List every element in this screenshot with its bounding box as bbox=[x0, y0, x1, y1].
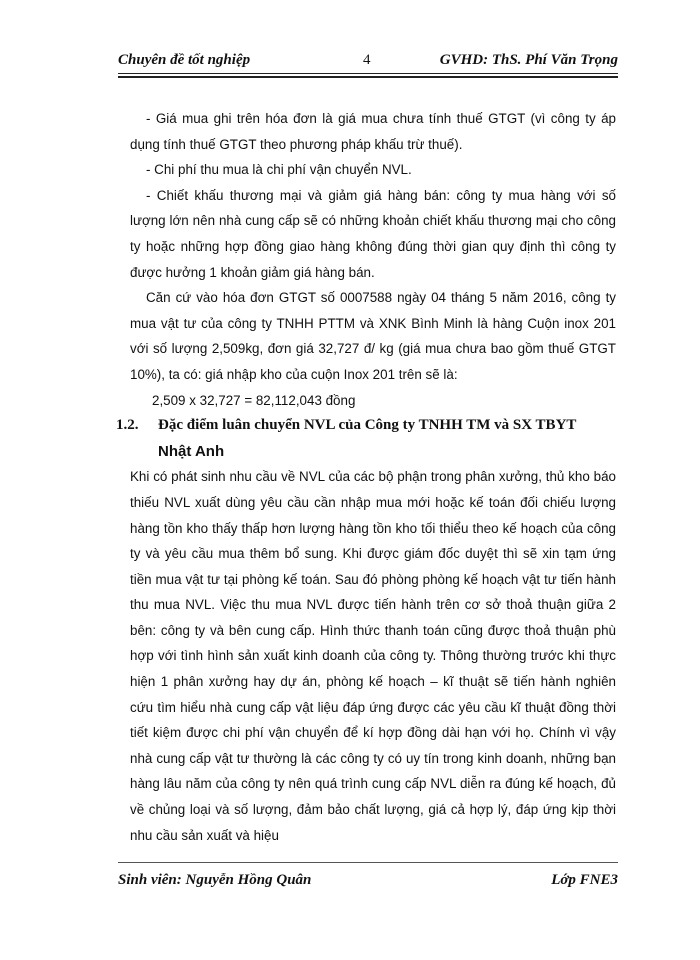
paragraph-purchase-price: - Giá mua ghi trên hóa đơn là giá mua chưa tính thuế GTGT (vì công ty áp dụng tính thuế GTGT theo phương pháp khấu trừ thuế). bbox=[130, 111, 616, 152]
section-number: 1.2. bbox=[116, 417, 139, 434]
header-rule-thick bbox=[118, 76, 618, 78]
section-heading bbox=[116, 413, 616, 439]
document-body bbox=[116, 106, 616, 848]
paragraph-material-flow: Khi có phát sinh nhu cầu về NVL của các bộ phận trong phân xưởng, thủ kho báo thiếu NVL xuất dùng yêu cầu cần nhập mua mới hoặc kế toán đối chiếu lượng hàng tồn kho thấy thấp hơn lượng hàng tồn kho tối thiểu theo kế hoạch của công ty và yêu cầu mua thêm bổ sung. Khi được giám đốc duyệt thì sẽ xin tạm ứng tiền mua vật tư tại phòng kế toán. Sau đó phòng phòng kế hoạch vật tư tiến hành thu mua NVL. Việc thu mua NVL được tiến hành trên cơ sở thoả thuận giữa 2 bên: công ty và bên cung cấp. Hình thức thanh toán cũng được thoả thuận phù hợp với tình hình sản xuất kinh doanh của công ty. Thông thường trước khi thực hiện 1 phân xưởng hay dự án, phòng kế hoạch – kĩ thuật sẽ tiến hành nghiên cứu tìm hiểu nhà cung cấp vật liệu đáp ứng được các yêu cầu kĩ thuật đồng thời tiết kiệm được chi phí vận chuyển để kí hợp đồng dài hạn với họ. Chính vì vậy nhà cung cấp vật tư thường là các công ty có uy tín trong kinh doanh, những bạn hàng lâu năm của công ty nên quá trình cung cấp NVL diễn ra đúng kế hoạch, đủ về chủng loại và số lượng, đảm bảo chất lượng, giá cả hợp lý, đáp ứng kịp thời nhu cầu sản xuất và hiệu bbox=[130, 469, 616, 843]
paragraph-purchase-cost: - Chi phí thu mua là chi phí vận chuyển NVL. bbox=[146, 162, 412, 178]
page-header bbox=[118, 48, 618, 72]
footer-rule bbox=[118, 862, 618, 863]
page-number: 4 bbox=[363, 52, 371, 68]
header-title: Chuyên đề tốt nghiệp bbox=[118, 52, 251, 68]
footer-student: Sinh viên: Nguyễn Hồng Quân bbox=[118, 872, 312, 888]
section-title: Đặc điểm luân chuyển NVL của Công ty TNHH TM và SX TBYT bbox=[158, 417, 577, 434]
formula-line: 2,509 x 32,727 = 82,112,043 đồng bbox=[152, 392, 356, 408]
page-footer bbox=[118, 868, 618, 890]
paragraph-discount: - Chiết khấu thương mại và giảm giá hàng bán: công ty mua hàng với số lượng lớn nên nhà cung cấp sẽ có những khoản chiết khấu thương mại cho công ty hoặc những hợp đồng giao hàng không đúng thời gian quy định thì công ty được hưởng 1 khoản giảm giá hàng bán. bbox=[130, 187, 616, 280]
header-advisor: GVHD: ThS. Phí Văn Trọng bbox=[439, 52, 618, 68]
section-title-continued: Nhật Anh bbox=[158, 442, 225, 460]
header-rule-thin bbox=[118, 73, 618, 74]
footer-class: Lớp FNE3 bbox=[551, 872, 618, 888]
paragraph-invoice: Căn cứ vào hóa đơn GTGT số 0007588 ngày 04 tháng 5 năm 2016, công ty mua vật tư của công ty TNHH PTTM và XNK Bình Minh là hàng Cuộn inox 201 với số lượng 2,509kg, đơn giá 32,727 đ/ kg (giá mua chưa bao gồm thuế GTGT 10%), ta có: giá nhập kho của cuộn Inox 201 trên sẽ là: bbox=[130, 290, 616, 382]
